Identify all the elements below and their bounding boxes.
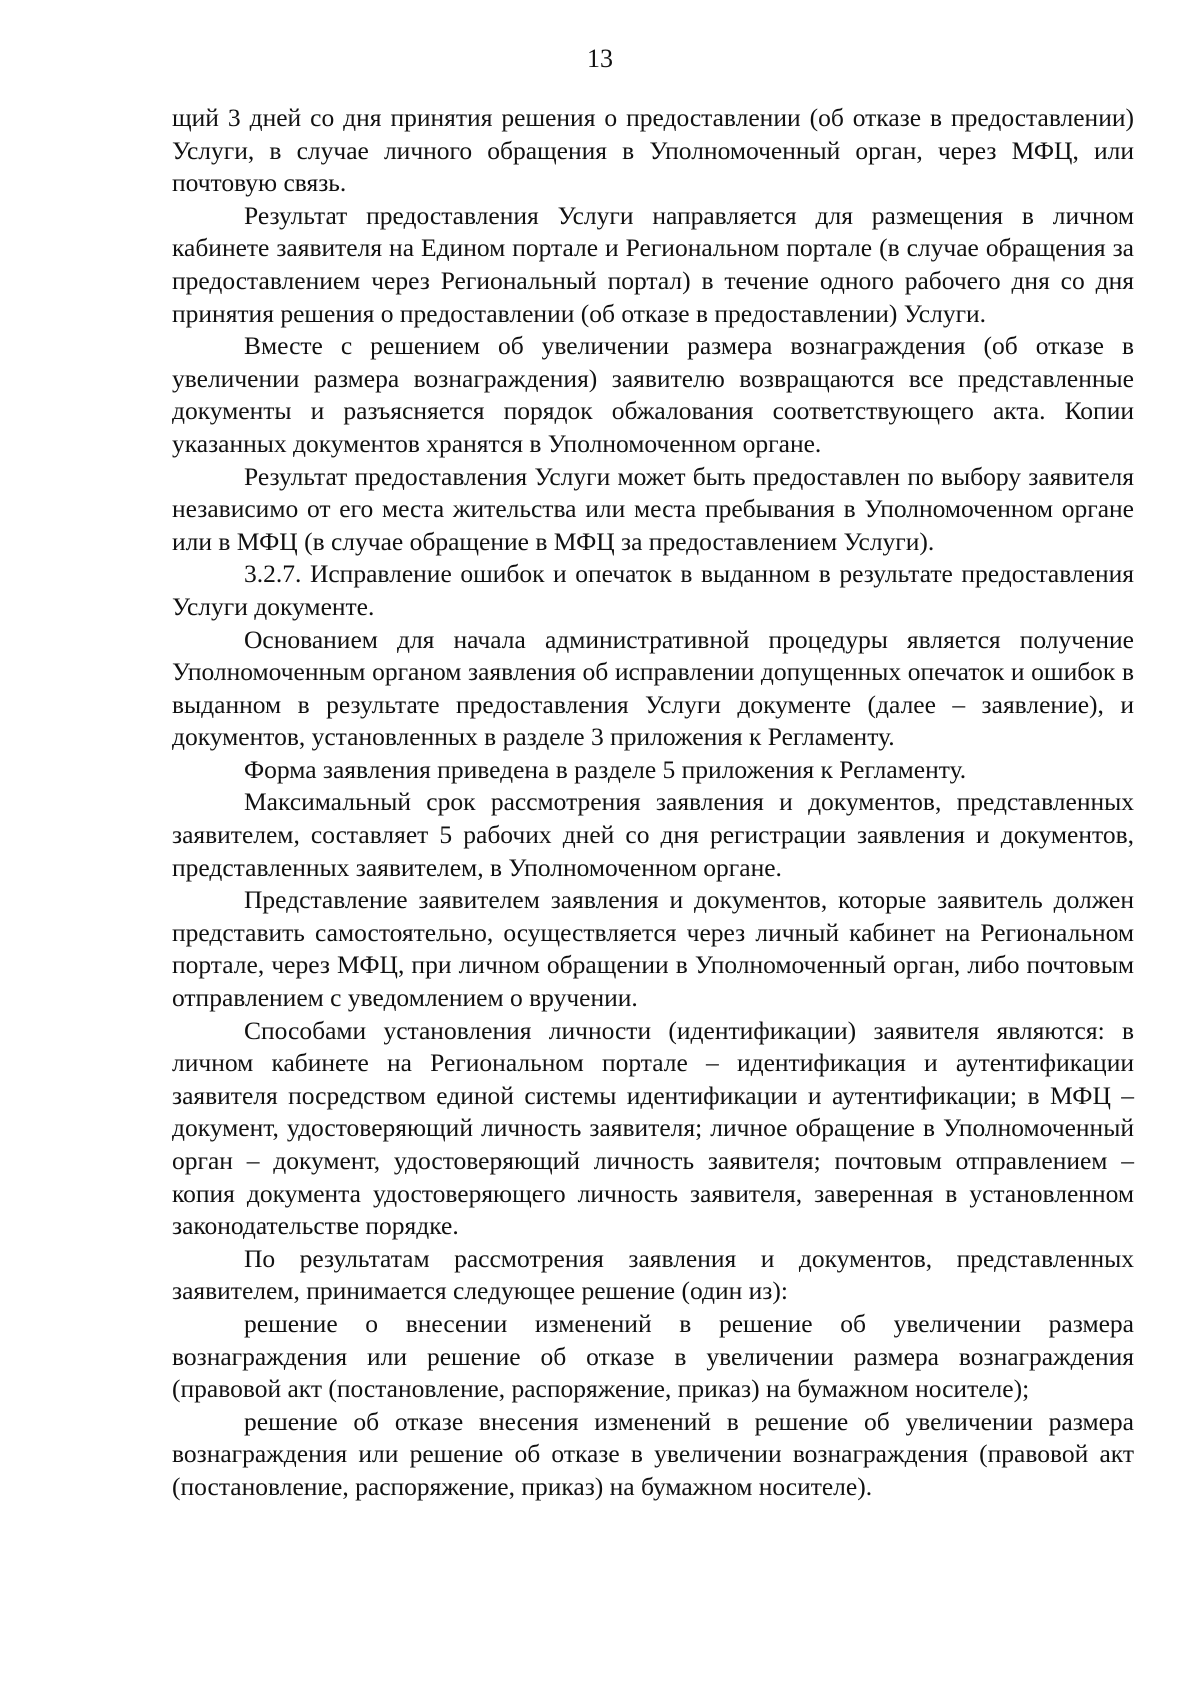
paragraph-decision-intro: По результатам рассмотрения заявления и документов, представленных заявителем, принимается следующее решение (один из): xyxy=(172,1243,1134,1306)
paragraph-submission-methods: Представление заявителем заявления и документов, которые заявитель должен представить самостоятельно, осуществляется через личный кабинет на Региональном портале, через МФЦ, при личном обращении в Уполномоченный орган, либо почтовым отправлением с уведомлением о вручении. xyxy=(172,885,1134,1013)
paragraph-result-choice: Результат предоставления Услуги может быть предоставлен по выбору заявителя независимо от его места жительства или места пребывания в Уполномоченном органе или в МФЦ (в случае обращение в МФЦ за предоставлением Услуги). xyxy=(172,461,1134,556)
paragraph-continuation: щий 3 дней со дня принятия решения о предоставлении (об отказе в предоставлении) Услуги, в случае личного обращения в Уполномоченный орган, через МФЦ, или почтовую связь. xyxy=(172,103,1134,198)
document-body xyxy=(172,102,1134,1504)
paragraph-procedure-basis: Основанием для начала административной процедуры является получение Уполномоченным органом заявления об исправлении допущенных опечаток и ошибок в выданном в результате предоставления Услуги документе (далее – заявление), и документов, установленных в разделе 3 приложения к Регламенту. xyxy=(172,624,1134,752)
paragraph-documents-returned: Вместе с решением об увеличении размера вознаграждения (об отказе в увеличении размера вознаграждения) заявителю возвращаются все представленные документы и разъясняется порядок обжалования соответствующего акта. Копии указанных документов хранятся в Уполномоченном органе. xyxy=(172,331,1134,458)
paragraph-identification-methods: Способами установления личности (идентификации) заявителя являются: в личном кабинете на Региональном портале – идентификация и аутентификации заявителя посредством единой системы идентификации и аутентификации; в МФЦ – документ, удостоверяющий личность заявителя; личное обращение в Уполномоченный орган – документ, удостоверяющий личность заявителя; почтовым отправлением – копия документа удостоверяющего личность заявителя, заверенная в установленном законодательстве порядке. xyxy=(172,1015,1134,1241)
paragraph-application-form: Форма заявления приведена в разделе 5 приложения к Регламенту. xyxy=(244,754,967,784)
paragraph-maximum-term: Максимальный срок рассмотрения заявления и документов, представленных заявителем, составляет 5 рабочих дней со дня регистрации заявления и документов, представленных заявителем, в Уполномоченном органе. xyxy=(172,787,1134,882)
section-heading-3-2-7: 3.2.7. Исправление ошибок и опечаток в выданном в результате предоставления Услуги документе. xyxy=(172,559,1134,621)
list-item-decision-amend: решение о внесении изменений в решение об увеличении размера вознаграждения или решение об отказе в увеличении размера вознаграждения (правовой акт (постановление, распоряжение, приказ) на бумажном носителе); xyxy=(172,1308,1134,1404)
paragraph-result-delivery: Результат предоставления Услуги направляется для размещения в личном кабинете заявителя на Едином портале и Региональном портале (в случае обращения за предоставлением через Региональный портал) в течение одного рабочего дня со дня принятия решения о предоставлении (об отказе в предоставлении) Услуги. xyxy=(172,200,1134,328)
list-item-decision-refuse: решение об отказе внесения изменений в решение об увеличении размера вознаграждения или решение об отказе в увеличении вознаграждения (правовой акт (постановление, распоряжение, приказ) на бумажном носителе). xyxy=(172,1406,1134,1501)
page-number: 13 xyxy=(587,44,613,73)
